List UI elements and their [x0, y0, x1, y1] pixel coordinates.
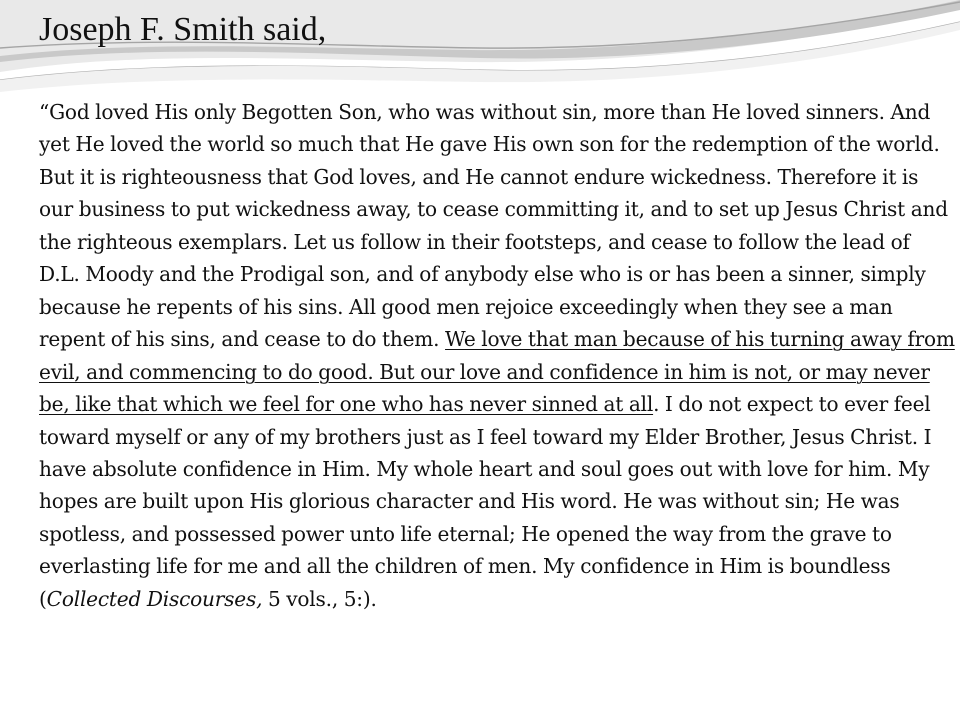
- quote-text-part-1: “God loved His only Begotten Son, who was without sin, more than He loved sinners. And yet He loved the world so much that He gave His own son for the redemption of the world. But it is righteousness that God loves, and He cannot endure wickedness. Therefore it is our business to put wickedness away, to cease committing it, and to set up Jesus Christ and the righteous exemplars. Let us follow in their footsteps, and cease to follow the lead of D.L. Moody and the Prodigal son, and of anybody else who is or has been a sinner, simply because he repents of his sins. All good men rejoice exceedingly when they see a man repent of his sins, and cease to do them.: [39, 100, 948, 352]
- citation-reference: 5 vols., 5:).: [262, 586, 377, 611]
- slide-title: Joseph F. Smith said,: [39, 11, 327, 48]
- quote-underlined-passage: We love that man because of his turning away from evil, and commencing to do good. But our love and confidence in him is not, or may never be, like that which we feel for one who has never sinned at all: [39, 327, 955, 417]
- quote-text-part-2: . I do not expect to ever feel toward myself or any of my brothers just as I feel toward my Elder Brother, Jesus Christ. I have absolute confidence in Him. My whole heart and soul goes out with love for him. My hopes are built upon His glorious character and His word. He was without sin; He was spotless, and possessed power unto life eternal; He opened the way from the grave to everlasting life for me and all the children of men. My confidence in Him is boundless (: [39, 392, 932, 611]
- citation-title: Collected Discourses,: [46, 586, 263, 611]
- quote-text: [39, 96, 955, 615]
